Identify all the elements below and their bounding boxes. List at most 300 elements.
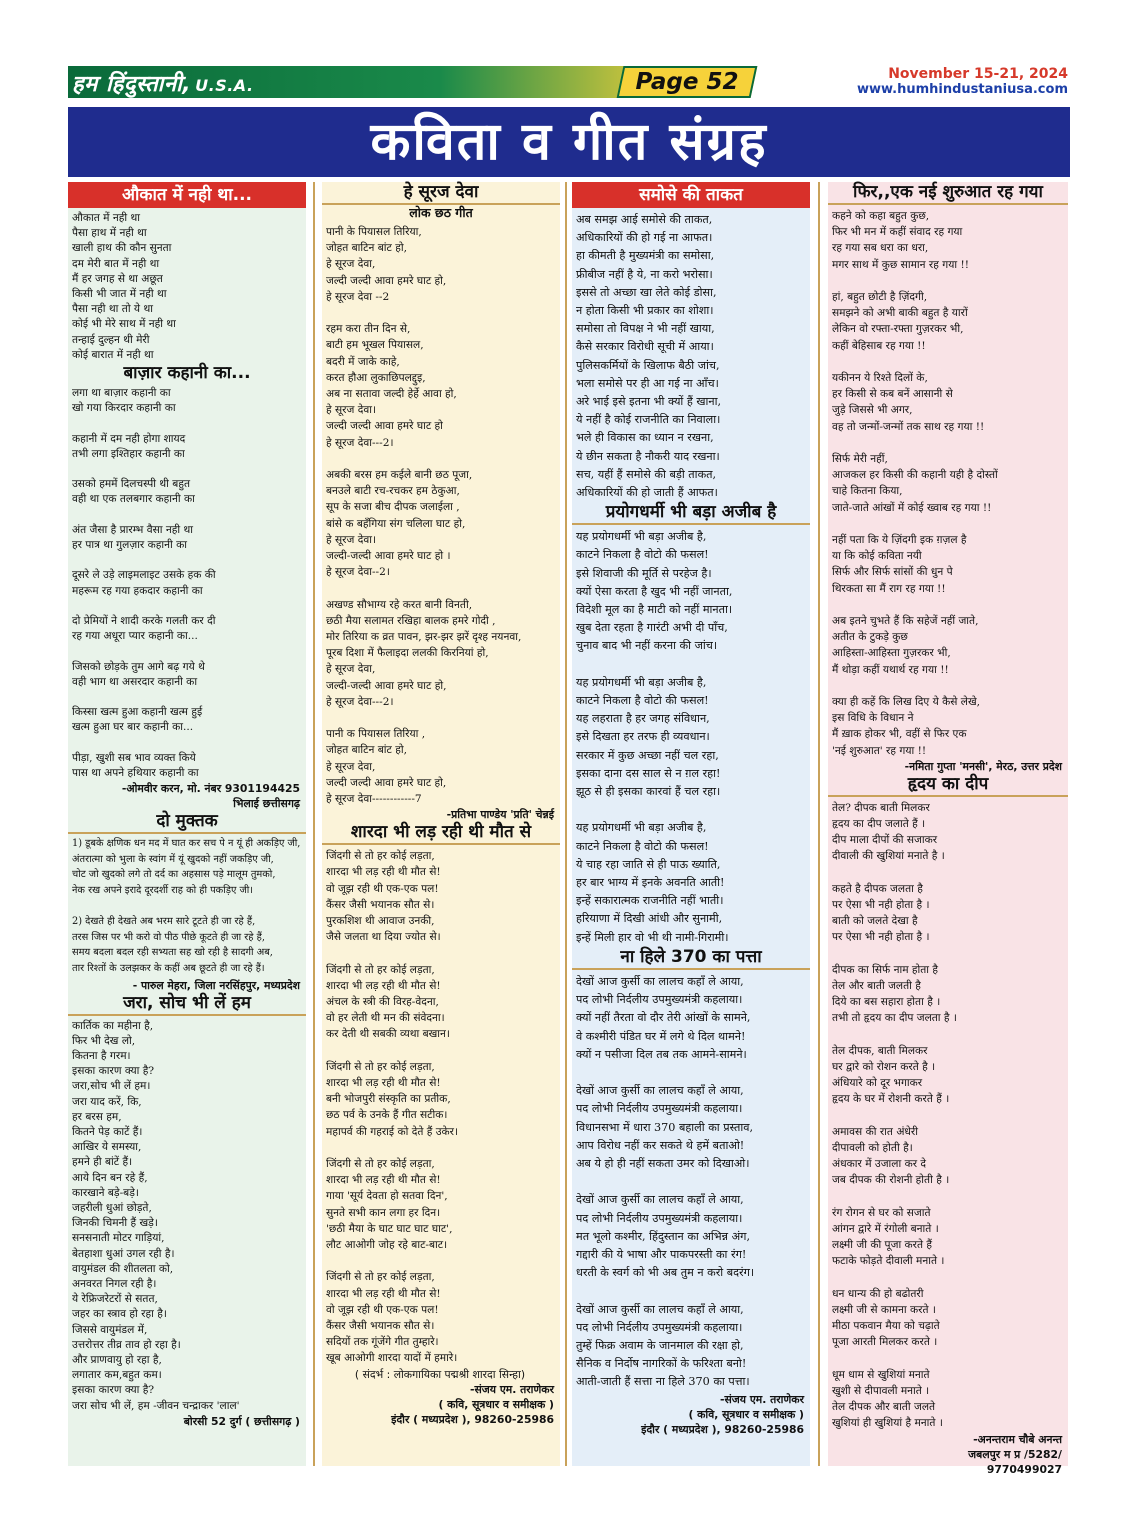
section-title: कविता व गीत संग्रह bbox=[370, 112, 768, 172]
stanza-break bbox=[326, 580, 556, 596]
poem-line: नेक रख अपने इरादे दूरदर्शी राह को ही पकड़िए जी। bbox=[72, 884, 254, 896]
column-divider bbox=[565, 182, 567, 1466]
poem-line: नहीं पता कि ये ज़िंदगी इक ग़ज़ल है bbox=[832, 534, 967, 546]
poem-line: लेकिन वो रफ्ता-रफ्ता गुज़रकर भी, bbox=[832, 323, 964, 336]
issue-date: November 15-21, 2024 bbox=[888, 66, 1068, 82]
stanza-break bbox=[72, 553, 302, 568]
stanza-break bbox=[832, 1027, 1064, 1043]
poem-line: हे सूरज देवा--2। bbox=[326, 566, 390, 579]
poem-line: खूब आओगी शारदा यादों में हमारे। bbox=[326, 1352, 458, 1365]
poem-line: अब ये हो ही नहीं सकता उमर को दिखाओ। bbox=[576, 1156, 750, 1170]
poem-line: आती-जाती हैं सत्ता ना हिले 370 का पत्ता। bbox=[576, 1375, 750, 1389]
poem-line: करत हौआ लुकाछिपलद्दुइ, bbox=[326, 371, 426, 384]
stanza-break bbox=[832, 946, 1064, 962]
stanza-break bbox=[326, 1253, 556, 1269]
poem-line: जोहत बाटिन बांट हो, bbox=[326, 242, 407, 255]
poem-line: क्यों ऐसा करता है खुद भी नहीं जानता, bbox=[576, 584, 733, 598]
poem-line: और प्राणवायु हो रहा है, bbox=[72, 1354, 162, 1366]
poem-line: इसका कारण क्या है? bbox=[72, 1065, 155, 1078]
poem-line: सुनते सभी कान लगा हर दिन। bbox=[326, 1206, 441, 1219]
poem-line: हर बरस हम, bbox=[72, 1110, 122, 1123]
poem-line: दम मेरी बात में नही था bbox=[72, 257, 160, 270]
poem-line: गाया 'सूर्य देवता हो सतवा दिन', bbox=[326, 1190, 448, 1203]
poem-line: जहरीली धुआं छोड़ते, bbox=[72, 1201, 152, 1214]
poem-line: पद लोभी निर्दलीय उपमुख्यमंत्री कहलाया। bbox=[576, 993, 743, 1007]
poem-line: झूठ से ही इसका कारवां हैं चल रहा। bbox=[576, 785, 721, 799]
poem-line: जल्दी-जल्दी आवा हमरे घाट हो । bbox=[326, 550, 451, 563]
poem-line: किसी भी जात में नही था bbox=[72, 288, 167, 301]
stanza-break bbox=[832, 354, 1064, 370]
poem-line: फटाके फोड़ते दीवाली मनाते । bbox=[832, 1255, 945, 1268]
poem-line: कितने पेड़ काटें हैं। bbox=[72, 1125, 143, 1138]
poem-line: सरकार में कुछ अच्छा नहीं चल रहा, bbox=[576, 748, 719, 762]
poem-line: 'नई शुरुआत' रह गया !! bbox=[832, 744, 927, 757]
poem-line: काटने निकला है वोटो की फसल! bbox=[576, 694, 709, 708]
poem-line: अबकी बरस हम कईले बानी छठ पूजा, bbox=[326, 469, 473, 482]
poem-line: हे सूरज देवा। bbox=[326, 533, 376, 546]
poem-body bbox=[572, 525, 810, 947]
stanza-break bbox=[326, 945, 556, 961]
poem-line: आखिर ये समस्या, bbox=[72, 1141, 142, 1154]
poem-line: फिर भी मन में कहीं संवाद रह गया bbox=[832, 226, 963, 239]
poem-line: कोई बारात में नही था bbox=[72, 348, 154, 361]
poem-line: ये छीन सकता है नौकरी याद रखना। bbox=[576, 449, 720, 463]
stanza-break bbox=[576, 656, 806, 674]
poem-line: पद लोभी निर्दलीय उपमुख्यमंत्री कहलाया। bbox=[576, 1320, 743, 1334]
poem-line: काटने निकला है वोटो की फसल! bbox=[576, 548, 709, 562]
poem-line: विधानसभा में धारा 370 बहाली का प्रस्ताव, bbox=[576, 1120, 754, 1134]
poem-line: वो जूझ रही थी एक-एक पल! bbox=[326, 1303, 439, 1316]
column-divider bbox=[313, 182, 315, 1466]
stanza-break bbox=[72, 736, 302, 751]
poem-line: हे सूरज देवा------------7 bbox=[326, 793, 422, 806]
poem-line: हमने ही बांटें हैं। bbox=[72, 1156, 133, 1169]
poem-line: भला समोसे पर ही आ गई ना आँच। bbox=[576, 376, 719, 390]
poem-line: मगर साथ में कुछ सामान रह गया !! bbox=[832, 258, 969, 271]
poem-line: औकात में नही था bbox=[72, 212, 140, 224]
poem-line: भले ही विकास का ध्यान न रखना, bbox=[576, 431, 714, 445]
stanza-break bbox=[576, 1064, 806, 1082]
poem-line: कितना है गरम। bbox=[72, 1049, 131, 1062]
poem-credit-role: ( कवि, सूत्रधार व समीक्षक ) bbox=[688, 1407, 804, 1421]
poem-line: मैं ख़ाक होकर भी, वहीं से फिर एक bbox=[832, 728, 967, 741]
stanza-break bbox=[72, 690, 302, 705]
poem-line: आजकल हर किसी की कहानी यही है दोस्तों bbox=[832, 469, 998, 482]
stanza-break bbox=[832, 516, 1064, 532]
poem-line: यकीनन ये रिश्ते दिलों के, bbox=[832, 372, 928, 384]
poem-body bbox=[828, 797, 1068, 1432]
poem-line: उसको हममें दिलचस्पी थी बहुत bbox=[72, 478, 190, 491]
stanza-break bbox=[72, 416, 302, 431]
poem-line: महापर्व की गहराई को देते हैं उकेर। bbox=[326, 1125, 459, 1138]
poem-line: इन्हें सकारात्मक राजनीति नहीं भाती। bbox=[576, 894, 724, 908]
poem-line: बाती को जलते देखा है bbox=[832, 915, 918, 928]
poem-title: औकात में नही था... bbox=[68, 182, 306, 208]
poem-line: जल्दी जल्दी आवा हमरे घाट हो, bbox=[326, 274, 447, 287]
poem-title: ना हिले 370 का पत्ता bbox=[572, 947, 810, 970]
poem-line: दीप माला दीपों की सजाकर bbox=[832, 834, 938, 847]
stanza-break bbox=[326, 305, 556, 321]
poem-line: न होता किसी भी प्रकार का शोशा। bbox=[576, 304, 714, 318]
poem-subtitle: लोक छठ गीत bbox=[409, 205, 473, 220]
poem-line: तरस जिस पर भी करो वो पीठ पीछे कूटते ही जा रहे हैं, bbox=[72, 931, 265, 943]
poem-line: क्या ही कहें कि लिख दिए ये कैसे लेखे, bbox=[832, 696, 980, 708]
poem-line: जल्दी जल्दी आवा हमरे घाट हो bbox=[326, 420, 443, 433]
poem-line: अब ना सतावा जल्दी हेर्हे आवा हो, bbox=[326, 388, 457, 401]
stanza-break bbox=[326, 1140, 556, 1156]
poem-line: जब दीपक की रोशनी होती है । bbox=[832, 1174, 950, 1187]
poem-credit: -संजय एम. तराणेकर bbox=[470, 1382, 554, 1396]
poem-line: कर देती थी सबकी व्यथा बखान। bbox=[326, 1028, 450, 1041]
poem-line: बनउले बाटी रच-रचकर हम ठेकुआ, bbox=[326, 485, 460, 498]
poem-line: दूसरे ले उड़े लाइमलाइट उसके हक की bbox=[72, 569, 216, 582]
poem-line: ये रेफ्रिजरेटरों से सतत, bbox=[72, 1293, 158, 1306]
poem-body bbox=[68, 1016, 306, 1414]
poem-line: अंतरात्मा को भुला के स्वांग में यूं खुदको नहीं जकड़िए जी, bbox=[72, 853, 274, 865]
poem-line: क्यों न पसीजा दिल तब तक आमने-सामने। bbox=[576, 1047, 747, 1061]
poem-credit-place: भिलाई छत्तीसगढ़ bbox=[233, 797, 300, 811]
poem-line: अनवरत निगल रही है। bbox=[72, 1277, 157, 1290]
poem-line: चोट जो खुदको लगे तो दर्द का अहसास पड़े मालूम तुमको, bbox=[72, 869, 276, 881]
poem-credit: -अनन्तराम चौबे अनन्त bbox=[973, 1432, 1062, 1446]
poem-line: हे सूरज देवा --2 bbox=[326, 290, 390, 303]
poem-credit: बोरसी 52 दुर्ग ( छत्तीसगढ़ ) bbox=[183, 1414, 300, 1428]
poem-line: तभी तो हृदय का दीप जलता है । bbox=[832, 1012, 957, 1025]
column-2 bbox=[322, 182, 560, 1466]
poem-line: कोई भी मेरे साथ में नही था bbox=[72, 318, 176, 331]
poem-line: जरा,सोच भी लें हम। bbox=[72, 1080, 151, 1093]
poem-line: घर द्वारे को रोशन करते है । bbox=[832, 1061, 936, 1074]
poem-line: हरियाणा में दिखी आंधी और सुनामी, bbox=[576, 912, 723, 926]
poem-line: तभी लगा इश्तिहार कहानी का bbox=[72, 447, 185, 460]
poem-line: कहने को कहा बहुत कुछ, bbox=[832, 210, 930, 222]
poem-line: देखों आज कुर्सी का लालच कहाँ ले आया, bbox=[576, 974, 744, 988]
poem-credit-role: ( कवि, सूत्रधार व समीक्षक ) bbox=[438, 1397, 554, 1411]
poem-line: क्यों नहीं तैरता वो दौर तेरी आंखों के सामने, bbox=[576, 1011, 751, 1025]
poem-line: पुरकशिश थी आवाज उनकी, bbox=[326, 915, 435, 928]
poem-line: देखों आज कुर्सी का लालच कहाँ ले आया, bbox=[576, 1302, 744, 1316]
poem-line: शारदा भी लड़ रही थी मौत से! bbox=[326, 1077, 441, 1090]
poem-line: समझने को अभी बाकी बहुत है यारों bbox=[832, 307, 968, 320]
stanza-break bbox=[832, 273, 1064, 289]
stanza-break bbox=[832, 1270, 1064, 1286]
poem-line: वही भाग था असरदार कहानी का bbox=[72, 675, 198, 688]
stanza-break bbox=[832, 678, 1064, 694]
poem-line: मोर तिरिया क व्रत पावन, झर-झर झरें दृश्ह नयनवा, bbox=[326, 631, 522, 644]
poem-line: तेल दीपक और बाती जलते bbox=[832, 1401, 936, 1414]
poem-line: छठ पर्व के उनके हैं गीत सटीक। bbox=[326, 1109, 448, 1122]
poem-line: हे सूरज देवा, bbox=[326, 258, 376, 271]
poem-line: हृदय का दीप जलाते हैं । bbox=[832, 818, 926, 831]
poem-line: तेल और बाती जलती है bbox=[832, 980, 921, 993]
poem-line: जिंदगी से तो हर कोई लड़ता, bbox=[326, 1060, 435, 1073]
poem-line: हर बार भाग्य में इनके अवनति आती! bbox=[576, 876, 725, 890]
poem-credit: -प्रतिभा पाण्डेय 'प्रति' चेन्नई bbox=[446, 808, 554, 822]
poem-line: गद्दारी की ये भाषा और पाकपरस्ती का रंग! bbox=[576, 1247, 747, 1261]
poem-line: वो जूझ रही थी एक-एक पल! bbox=[326, 882, 439, 895]
poem-line: जुड़े जिससे भी अगर, bbox=[832, 404, 913, 417]
poem-line: इसे दिखता हर तरफ ही व्यवधान। bbox=[576, 730, 710, 744]
poem-line: 2) देखते ही देखते अब भरम सारे टूटते ही जा रहे हैं, bbox=[72, 916, 256, 928]
poem-line: काटने निकला है वोटो की फसल! bbox=[576, 839, 709, 853]
poem-line: धन धान्य की हो बढोतरी bbox=[832, 1287, 924, 1300]
poem-line: लक्ष्मी जी से कामना करते । bbox=[832, 1304, 936, 1317]
poem-line: खो गया किरदार कहानी का bbox=[72, 402, 176, 415]
stanza-break bbox=[326, 1043, 556, 1059]
stanza-break bbox=[72, 599, 302, 614]
poem-line: जिंदगी से तो हर कोई लड़ता, bbox=[326, 850, 435, 863]
stanza-break bbox=[326, 451, 556, 467]
poem-line: रहम करा तीन दिन से, bbox=[326, 323, 411, 336]
poem-line: अधिकारियों की हो जाती हैं आफत। bbox=[576, 486, 718, 500]
poem-line: खाली हाथ की कौन सुनता bbox=[72, 242, 172, 255]
poem-line: चुनाव बाद भी नहीं करना की जांच। bbox=[576, 639, 718, 653]
poem-line: चाहे कितना किया, bbox=[832, 485, 903, 498]
stanza-break bbox=[72, 900, 302, 916]
poem-line: अमावस की रात अंधेरी bbox=[832, 1125, 919, 1138]
stanza-break bbox=[832, 435, 1064, 451]
stanza-break bbox=[576, 1173, 806, 1191]
poem-line: अधिकारियों की हो गई ना आफत। bbox=[576, 231, 713, 245]
poem-credit-place: इंदौर ( मध्यप्रदेश ), 98260-25986 bbox=[641, 1422, 804, 1436]
stanza-break bbox=[832, 1189, 1064, 1205]
poem-line: तेल? दीपक बाती मिलकर bbox=[832, 801, 930, 814]
poem-line: कारखाने बड़े-बड़े। bbox=[72, 1186, 139, 1199]
column-1 bbox=[68, 182, 306, 1466]
poem-body bbox=[322, 221, 560, 807]
poem-line: कैसे सरकार विरोधी सूची में आया। bbox=[576, 340, 714, 354]
poem-line: इन्हें मिली हार वो भी थी नामी-गिरामी। bbox=[576, 930, 729, 944]
poem-line: पैसा हाथ में नही था bbox=[72, 227, 147, 240]
poem-body bbox=[828, 205, 1068, 759]
poem-line: ये चाह रहा जाति से ही पाऊ ख्याति, bbox=[576, 857, 721, 871]
poem-line: मीठा पकवान मैया को चढ़ाते bbox=[832, 1320, 940, 1333]
poem-line: इस विधि के विधान ने bbox=[832, 712, 914, 725]
page-number: Page 52 bbox=[635, 69, 739, 95]
stanza-break bbox=[576, 801, 806, 819]
poem-line: आंगन द्वारे में रंगोली बनाते । bbox=[832, 1223, 939, 1236]
poem-line: पद लोभी निर्दलीय उपमुख्यमंत्री कहलाया। bbox=[576, 1211, 743, 1225]
poem-line: 'छठी मैया के घाट घाट घाट घाट', bbox=[326, 1222, 453, 1235]
poem-title: समोसे की ताकत bbox=[572, 182, 810, 208]
poem-line: आये दिन बन रहे हैं, bbox=[72, 1171, 148, 1184]
poem-body bbox=[68, 383, 306, 781]
poem-line: रंग रोगन से घर को सजाते bbox=[832, 1206, 931, 1219]
poem-line: जिंदगी से तो हर कोई लड़ता, bbox=[326, 1271, 435, 1284]
poem-line: अखण्ड सौभाग्य रहे करत बानी विनती, bbox=[326, 598, 473, 611]
poem-line: समय बदला बदल रही सभ्यता सह खो रही है सादगी अब, bbox=[72, 947, 273, 959]
stanza-break bbox=[832, 597, 1064, 613]
poem-line: यह प्रयोगधर्मी भी बड़ा अजीब है, bbox=[576, 821, 707, 835]
poem-line: किस्सा खत्म हुआ कहानी खत्म हुई bbox=[72, 706, 203, 719]
poem-line: खुशियां ही खुशियां है मनाते । bbox=[832, 1417, 943, 1430]
poem-credit: -नमिता गुप्ता 'मनसी', मेरठ, उत्तर प्रदेश bbox=[904, 759, 1062, 773]
poem-line: पानी क पियासल तिरिया , bbox=[326, 728, 426, 741]
poem-line: शारदा भी लड़ रही थी मौत से! bbox=[326, 979, 441, 992]
poem-line: दीवाली की खुशियां मनाते है । bbox=[832, 850, 945, 863]
poem-line: फ्रीबीज नहीं है ये, ना करो भरोसा। bbox=[576, 267, 713, 281]
poem-line: हे सूरज देवा, bbox=[326, 760, 376, 773]
poem-line: जिसको छोड़के तुम आगे बढ़ गये थे bbox=[72, 660, 205, 673]
poem-line: पानी के पियासल तिरिया, bbox=[326, 226, 422, 238]
poem-body bbox=[572, 970, 810, 1392]
poem-body bbox=[68, 208, 306, 363]
masthead bbox=[68, 66, 1070, 100]
poem-line: कैंसर जैसी भयानक सौत से। bbox=[326, 1320, 435, 1333]
poem-line: कैंसर जैसी भयानक सौत से। bbox=[326, 898, 435, 911]
masthead-bar bbox=[68, 66, 688, 98]
poem-line: ये नहीं है कोई राजनीति का निवाला। bbox=[576, 413, 721, 427]
poem-line: जिनकी चिमनी हैं खड़े। bbox=[72, 1217, 158, 1230]
poem-line: धरती के स्वर्ग को भी अब तुम न करो बदरंग। bbox=[576, 1266, 755, 1280]
poem-line: महरूम रह गया हकदार कहानी का bbox=[72, 584, 203, 597]
poem-line: सिर्फ मेरी नहीं, bbox=[832, 453, 888, 465]
poem-credit: -ओमवीर करन, मो. नंबर 9301194425 bbox=[121, 782, 300, 796]
poem-line: लौट आओगी जोह रहे बाट-बाट। bbox=[326, 1239, 448, 1252]
poem-line: इसे शिवाजी की मूर्ति से परहेज है। bbox=[576, 566, 712, 580]
poem-line: हे सूरज देवा। bbox=[326, 404, 376, 417]
poem-line: वायुमंडल की शीतलता को, bbox=[72, 1262, 174, 1275]
poem-line: थिरकता सा मैं राग रह गया !! bbox=[832, 582, 946, 595]
poem-line: हां, बहुत छोटी है ज़िंदगी, bbox=[832, 291, 928, 303]
poem-line: दीपक का सिर्फ नाम होता है bbox=[832, 963, 939, 976]
poem-title: फिर,,एक नई शुरुआत रह गया bbox=[828, 182, 1068, 205]
poem-line: पूरब दिशा में फैलाइदा ललकी किरनियां हो, bbox=[326, 647, 489, 660]
poem-line: फिर भी देख लो, bbox=[72, 1034, 136, 1047]
poem-line: देखों आज कुर्सी का लालच कहाँ ले आया, bbox=[576, 1193, 744, 1207]
poem-line: तन्हाई दुल्हन थी मेरी bbox=[72, 333, 150, 346]
poem-line: मत भूलो कश्मीर, हिंदुस्तान का अभिन्न अंग, bbox=[576, 1229, 751, 1243]
poem-line: विदेशी मूल का है माटी को नहीं मानता। bbox=[576, 603, 733, 617]
poem-line: इसका कारण क्या है? bbox=[72, 1384, 155, 1397]
stanza-break bbox=[72, 644, 302, 659]
poem-line: यह प्रयोगधर्मी भी बड़ा अजीब है, bbox=[576, 675, 707, 689]
poem-line: खुब देता रहता है गारंटी अभी दी पाँच, bbox=[576, 621, 728, 635]
poem-line: जाते-जाते आंखों में कोई ख्वाब रह गया !! bbox=[832, 501, 992, 514]
poem-credit: -संजय एम. तराणेकर bbox=[720, 1392, 804, 1406]
poem-line: दो प्रेमियों ने शादी करके गलती कर दी bbox=[72, 615, 216, 627]
poem-line: बदरी में जाके काहे, bbox=[326, 355, 400, 368]
poem-line: जरा याद करें, कि, bbox=[72, 1095, 142, 1108]
column-3 bbox=[572, 182, 810, 1466]
poem-line: खत्म हुआ घर बार कहानी का... bbox=[72, 721, 194, 734]
poem-line: सिर्फ और सिर्फ सांसों की धुन पे bbox=[832, 566, 953, 579]
poem-line: धूम धाम से खुशियां मनाते bbox=[832, 1368, 930, 1381]
poem-title: हे सूरज देवा bbox=[322, 182, 560, 205]
poem-body bbox=[68, 834, 306, 977]
poem-line: या कि कोई कविता नयी bbox=[832, 550, 922, 563]
stanza-break bbox=[72, 462, 302, 477]
poem-line: अंधियारे को दूर भगाकर bbox=[832, 1077, 923, 1090]
poem-line: रह गया सब धरा का धरा, bbox=[832, 242, 929, 255]
poem-line: देखों आज कुर्सी का लालच कहाँ ले आया, bbox=[576, 1084, 744, 1098]
poem-line: अंत जैसा है प्रारम्भ वैसा नही था bbox=[72, 523, 194, 536]
stanza-break bbox=[832, 1351, 1064, 1367]
poem-line: सनसनाती मोटर गाड़ियां, bbox=[72, 1232, 165, 1245]
poem-line: हर किसी से कब बनें आसानी से bbox=[832, 388, 953, 401]
poem-line: सच, यहीं हैं समोसे की बड़ी ताकत, bbox=[576, 467, 717, 481]
poem-line: कहानी में दम नही होगा शायद bbox=[72, 432, 186, 445]
poem-line: सूप के सजा बीच दीपक जलाईला , bbox=[326, 501, 460, 514]
poem-line: समोसा तो विपक्ष ने भी नहीं खाया, bbox=[576, 322, 715, 336]
poem-line: अरे भाई इसे इतना भी क्यों हैं खाना, bbox=[576, 395, 722, 409]
poem-line: वह तो जन्मों-जन्मों तक साथ रह गया !! bbox=[832, 420, 985, 433]
column-4 bbox=[828, 182, 1068, 1476]
poem-credit-phone: 9770499027 bbox=[986, 1462, 1062, 1476]
stanza-break bbox=[832, 865, 1064, 881]
poem-line: वे कश्मीरी पंडित घर में लगे थे दिल थामने! bbox=[576, 1029, 746, 1043]
poem-line: जोहत बाटिन बांट हो, bbox=[326, 744, 407, 757]
poem-line: पद लोभी निर्दलीय उपमुख्यमंत्री कहलाया। bbox=[576, 1102, 743, 1116]
stanza-break bbox=[72, 508, 302, 523]
newspaper-name: हम हिंदुस्तानी, U.S.A. bbox=[72, 72, 254, 97]
poem-line: आप विरोध नहीं कर सकते थे हमें बताओ! bbox=[576, 1138, 745, 1152]
poem-line: कार्तिक का महीना है, bbox=[72, 1019, 154, 1032]
poem-line: बाटी हम भूखल पियासल, bbox=[326, 339, 424, 352]
poem-line: हे सूरज देवा, bbox=[326, 663, 376, 676]
poem-credit: - पारुल मेहरा, जिला नरसिंहपुर, मध्यप्रदेश bbox=[132, 978, 300, 992]
poem-line: तेल दीपक, बाती मिलकर bbox=[832, 1044, 928, 1057]
poem-credit-place: इंदौर ( मध्यप्रदेश ), 98260-25986 bbox=[391, 1412, 554, 1426]
poem-line: रह गया अधूरा प्यार कहानी का... bbox=[72, 630, 198, 643]
poem-note: ( संदर्भ : लोकगायिका पद्मश्री शारदा सिन्हा) bbox=[354, 1367, 526, 1381]
poem-line: तार रिश्तों के उलझकर के कहीं अब छूटते ही जा रहे हैं। bbox=[72, 962, 265, 974]
poem-line: हृदय के घर में रोशनी करते हैं । bbox=[832, 1093, 950, 1106]
poem-line: अतीत के टुकड़े कुछ bbox=[832, 631, 908, 644]
poem-line: शारदा भी लड़ रही थी मौत से! bbox=[326, 1174, 441, 1187]
poem-line: शारदा भी लड़ रही थी मौत से! bbox=[326, 866, 441, 879]
column-divider bbox=[818, 182, 820, 1466]
poem-line: पैसा नही था तो ये था bbox=[72, 303, 153, 316]
poem-line: हर पात्र था गुलज़ार कहानी का bbox=[72, 539, 188, 552]
poem-line: तुम्हें फिक्र अवाम के जानमाल की रक्षा हो, bbox=[576, 1338, 744, 1352]
poem-line: बांसे क बहँगिया संग चलिला घाट हो, bbox=[326, 517, 466, 530]
poem-line: हे सूरज देवा---2। bbox=[326, 695, 394, 708]
poem-line: मैं हर जगह से था अछूत bbox=[72, 272, 163, 285]
poem-line: मैं थोड़ा कहीं यथार्थ रह गया !! bbox=[832, 663, 949, 676]
poem-title: बाज़ार कहानी का... bbox=[123, 363, 251, 384]
poem-line: जरा सोच भी लें, हम -जीवन चन्द्राकर 'लाल' bbox=[72, 1399, 240, 1412]
masthead-date-block bbox=[857, 66, 1068, 98]
poem-line: उत्तरोत्तर तीव्र ताव हो रहा है। bbox=[72, 1338, 181, 1351]
poem-line: शारदा भी लड़ रही थी मौत से! bbox=[326, 1287, 441, 1300]
poem-line: जिंदगी से तो हर कोई लड़ता, bbox=[326, 963, 435, 976]
stanza-break bbox=[832, 1108, 1064, 1124]
poem-line: बेतहाशा धुआं उगल रही है। bbox=[72, 1247, 175, 1260]
poem-body bbox=[572, 208, 810, 502]
poem-line: इससे तो अच्छा खा लेते कोई डोसा, bbox=[576, 285, 717, 299]
section-title-band bbox=[68, 107, 1070, 177]
poem-title: हृदय का दीप bbox=[828, 774, 1068, 797]
poem-line: दीपावली को होती है। bbox=[832, 1142, 913, 1155]
poem-line: बनी भोजपुरी संस्कृति का प्रतीक, bbox=[326, 1093, 451, 1106]
poem-line: हे सूरज देवा---2। bbox=[326, 436, 394, 449]
stanza-break bbox=[576, 1282, 806, 1300]
poem-line: जल्दी जल्दी आवा हमरे घाट हो, bbox=[326, 776, 447, 789]
poem-line: पर ऐसा भी नही होता है । bbox=[832, 931, 930, 944]
poem-line: हा कीमती है मुख्यमंत्री का समोसा, bbox=[576, 249, 715, 263]
poem-line: यह लहराता है हर जगह संविधान, bbox=[576, 712, 710, 726]
poem-line: 1) डूबके क्षणिक धन मद में घात कर सच पे न यूं ही अकड़िए जी, bbox=[72, 838, 301, 850]
poem-line: अंधकार में उजाला कर दे bbox=[832, 1158, 927, 1171]
poem-line: जिससे वायुमंडल में, bbox=[72, 1323, 148, 1336]
website-link[interactable]: www.humhindustaniusa.com bbox=[856, 82, 1068, 97]
poem-line: पीड़ा, खुशी सब भाव व्यक्त किये bbox=[72, 751, 196, 764]
poem-credit-place: जबलपुर म प्र /5282/ bbox=[968, 1447, 1062, 1461]
poem-line: आहिस्ता-आहिस्ता गुज़रकर भी, bbox=[832, 647, 951, 660]
poem-line: पास था अपने हथियार कहानी का bbox=[72, 766, 199, 779]
poem-line: सैनिक व निर्दोष नागरिकों के फरिश्ता बनो! bbox=[576, 1357, 747, 1371]
